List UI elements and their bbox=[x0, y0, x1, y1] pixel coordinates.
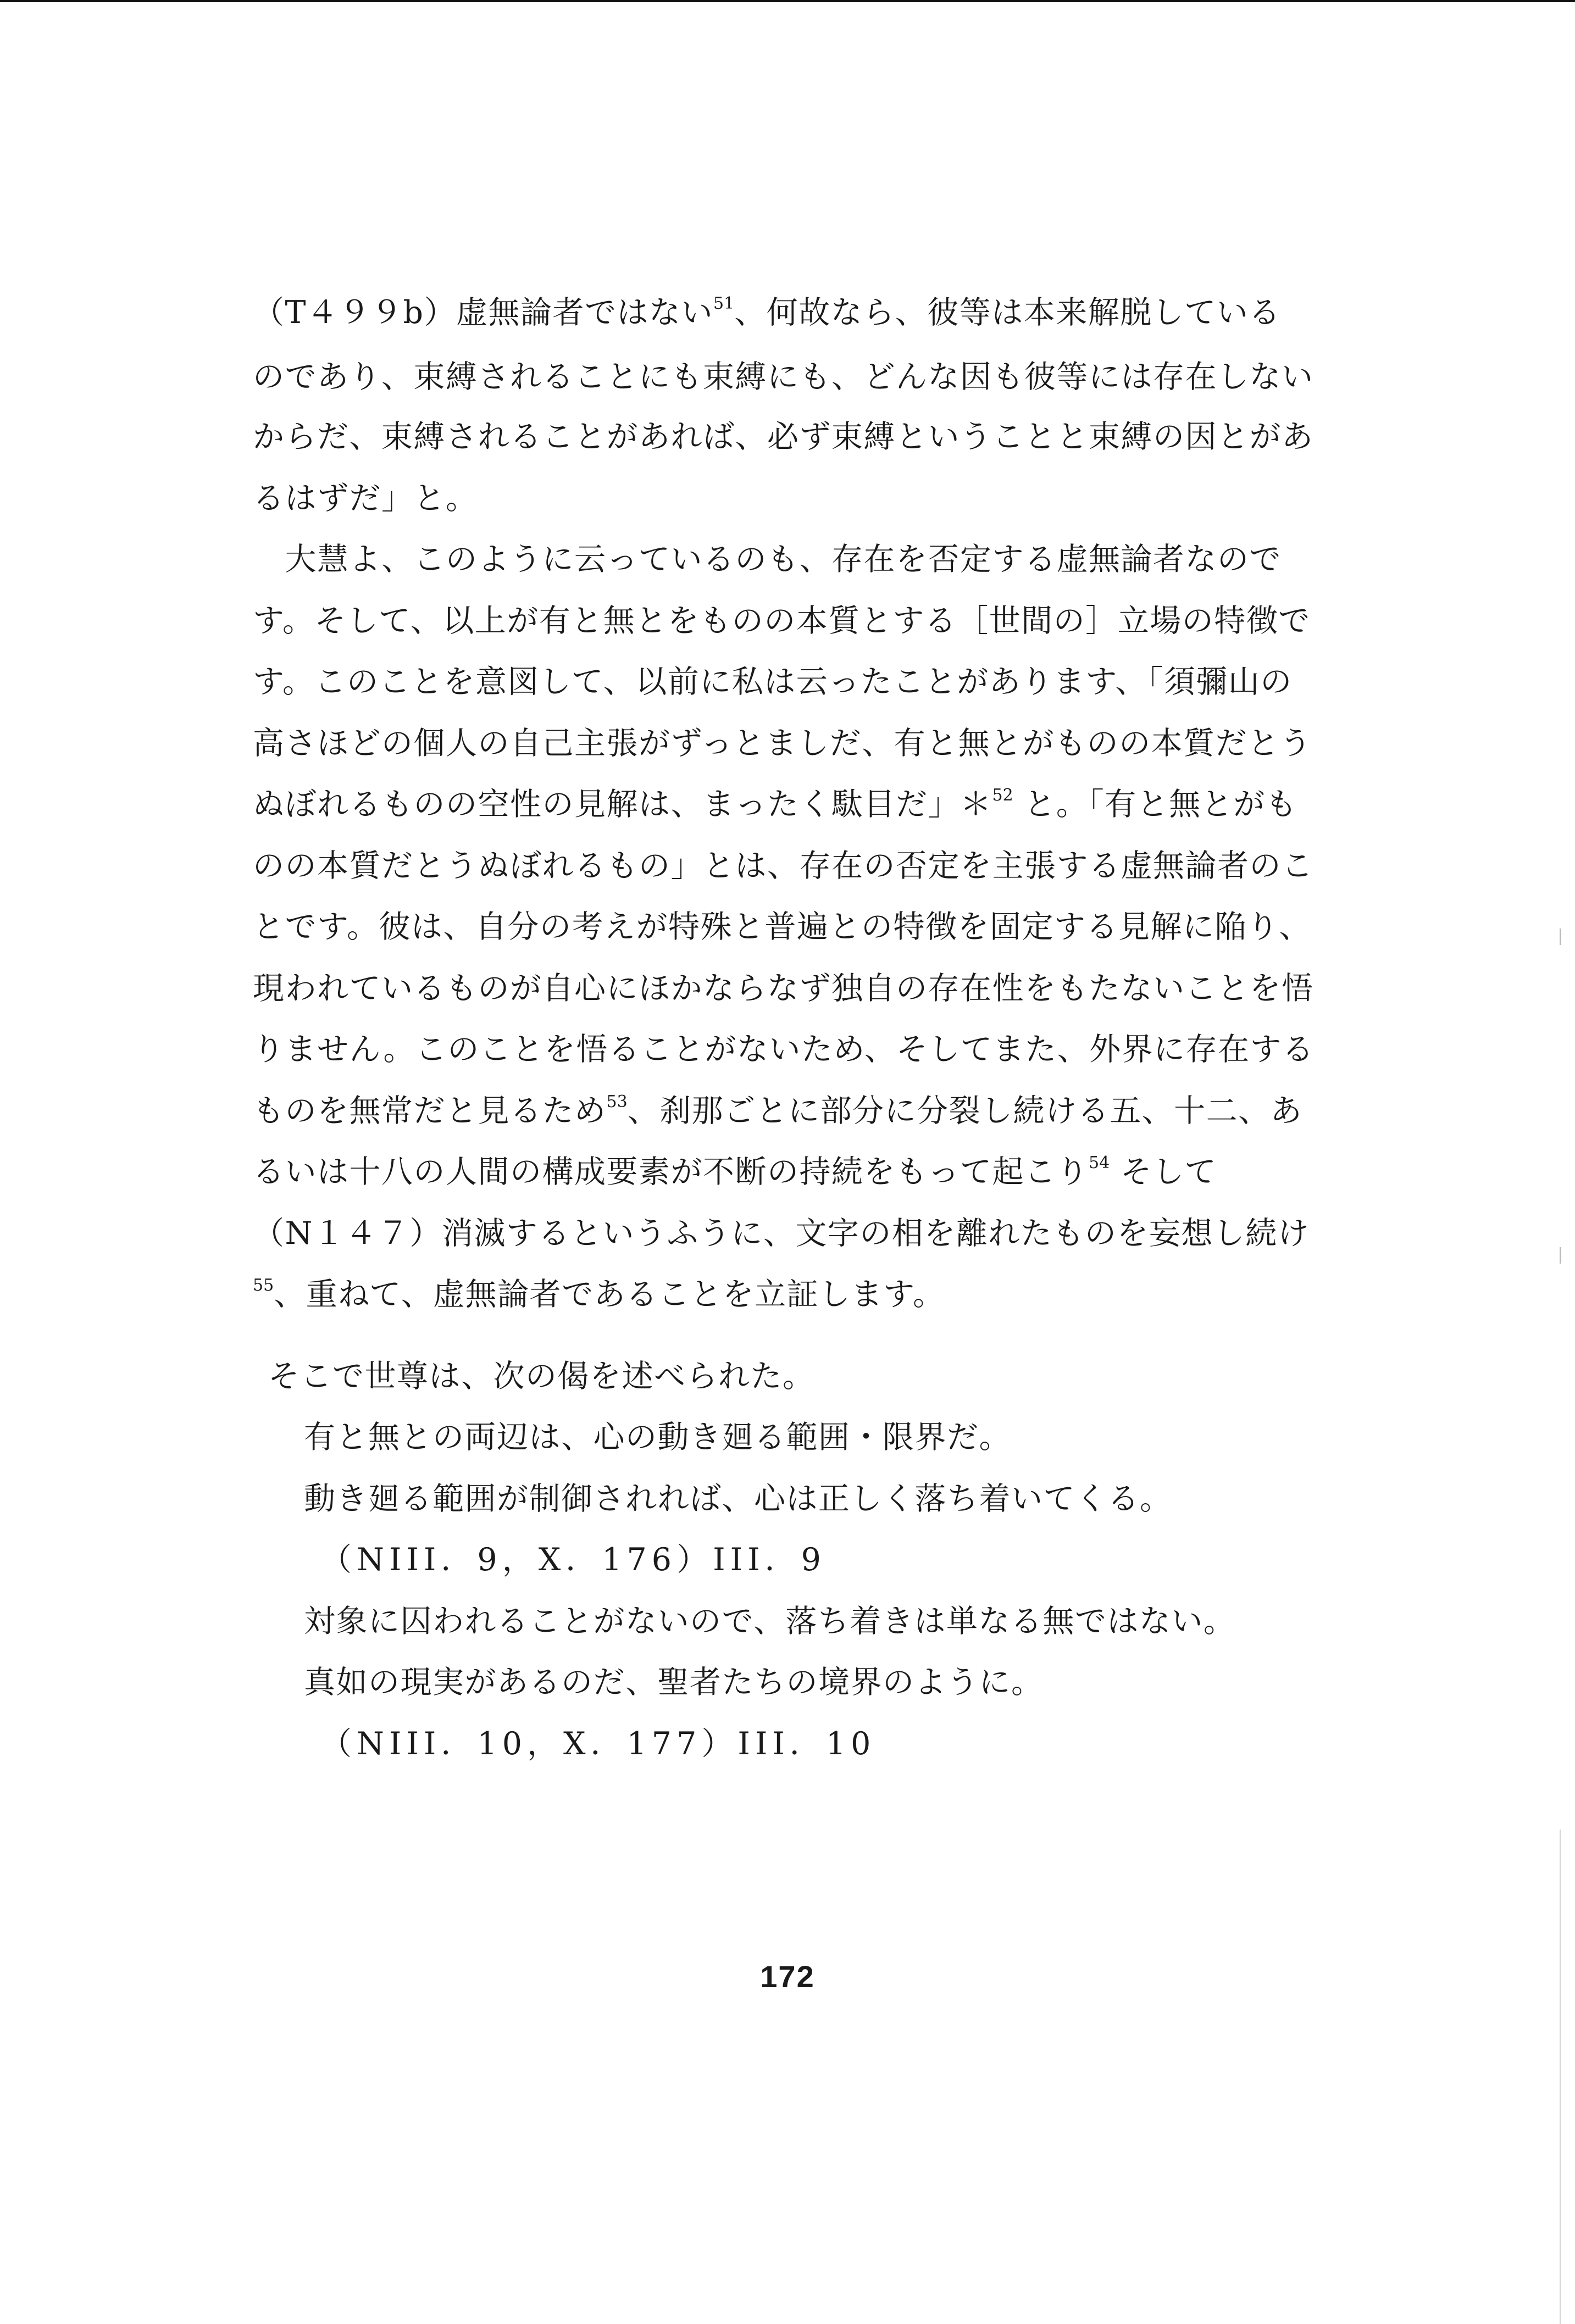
scan-speck bbox=[1560, 1830, 1561, 2324]
scan-speck bbox=[1560, 929, 1561, 945]
text-line: 大慧よ、このように云っているのも、存在を否定する虚無論者なので bbox=[253, 541, 1282, 577]
text-line: のであり、束縛されることにも束縛にも、どんな因も彼等には存在しない bbox=[253, 359, 1314, 395]
text-line: す。そして、以上が有と無とをものの本質とする［世間の］立場の特徴で bbox=[253, 603, 1311, 639]
text-line: す。このことを意図して、以前に私は云ったことがあります、「須彌山の bbox=[253, 664, 1293, 700]
footnote-ref: 55 bbox=[253, 1276, 274, 1295]
text-line: るいは十八の人間の構成要素が不断の持続をもって起こり$^{54}$ そして bbox=[253, 1153, 1217, 1190]
verse-line: 有と無との両辺は、心の動き廻る範囲・限界だ。 bbox=[304, 1419, 1011, 1455]
text-line: ぬぼれるものの空性の見解は、まったく駄目だ」＊$^{52}$ と。「有と無とがも bbox=[253, 786, 1298, 822]
footnote-ref: 53 bbox=[606, 1092, 628, 1111]
verse-line: 動き廻る範囲が制御されれば、心は正しく落ち着いてくる。 bbox=[304, 1481, 1172, 1517]
text-line: （N１４７）消滅するというふうに、文字の相を離れたものを妄想し続け bbox=[253, 1215, 1310, 1252]
text-line: $^{55}$、重ねて、虚無論者であることを立証します。 bbox=[253, 1276, 945, 1313]
text-line: りません。このことを悟ることがないため、そしてまた、外界に存在する bbox=[253, 1031, 1315, 1068]
text-line: のの本質だとうぬぼれるもの」とは、存在の否定を主張する虚無論者のこ bbox=[253, 848, 1314, 884]
text-line: 高さほどの個人の自己主張がずっとましだ、有と無とがものの本質だとう bbox=[253, 725, 1312, 761]
text-line: ものを無常だと見るため$^{53}$、刹那ごとに部分に分裂し続ける五、十二、あ bbox=[253, 1092, 1303, 1129]
footnote-ref: 52 bbox=[992, 786, 1013, 805]
page-number: 172 bbox=[760, 1959, 815, 1994]
scan-speck bbox=[1560, 1247, 1561, 1264]
verse-reference: （NIII．10，X．177）III．10 bbox=[320, 1726, 876, 1762]
text-line: るはずだ」と。 bbox=[253, 480, 478, 516]
text-line: （T４９９b）虚無論者ではない$^{51}$、何故なら、彼等は本来解脱している bbox=[253, 294, 1281, 331]
text-line: 現われているものが自心にほかならなず独自の存在性をもたないことを悟 bbox=[253, 970, 1314, 1007]
text-line: とです。彼は、自分の考えが特殊と普遍との特徴を固定する見解に陥り、 bbox=[253, 909, 1311, 945]
text-line: からだ、束縛されることがあれば、必ず束縛ということと束縛の因とがあ bbox=[253, 419, 1314, 455]
top-border-rule bbox=[0, 0, 1575, 2]
verse-line: 対象に囚われることがないので、落ち着きは単なる無ではない。 bbox=[304, 1603, 1236, 1639]
footnote-ref: 51 bbox=[713, 294, 735, 313]
verse-intro: そこで世尊は、次の偈を述べられた。 bbox=[268, 1358, 815, 1394]
verse-reference: （NIII．9，X．176）III．9 bbox=[320, 1542, 826, 1578]
footnote-ref: 54 bbox=[1089, 1153, 1110, 1172]
verse-line: 真如の現実があるのだ、聖者たちの境界のように。 bbox=[304, 1664, 1044, 1700]
